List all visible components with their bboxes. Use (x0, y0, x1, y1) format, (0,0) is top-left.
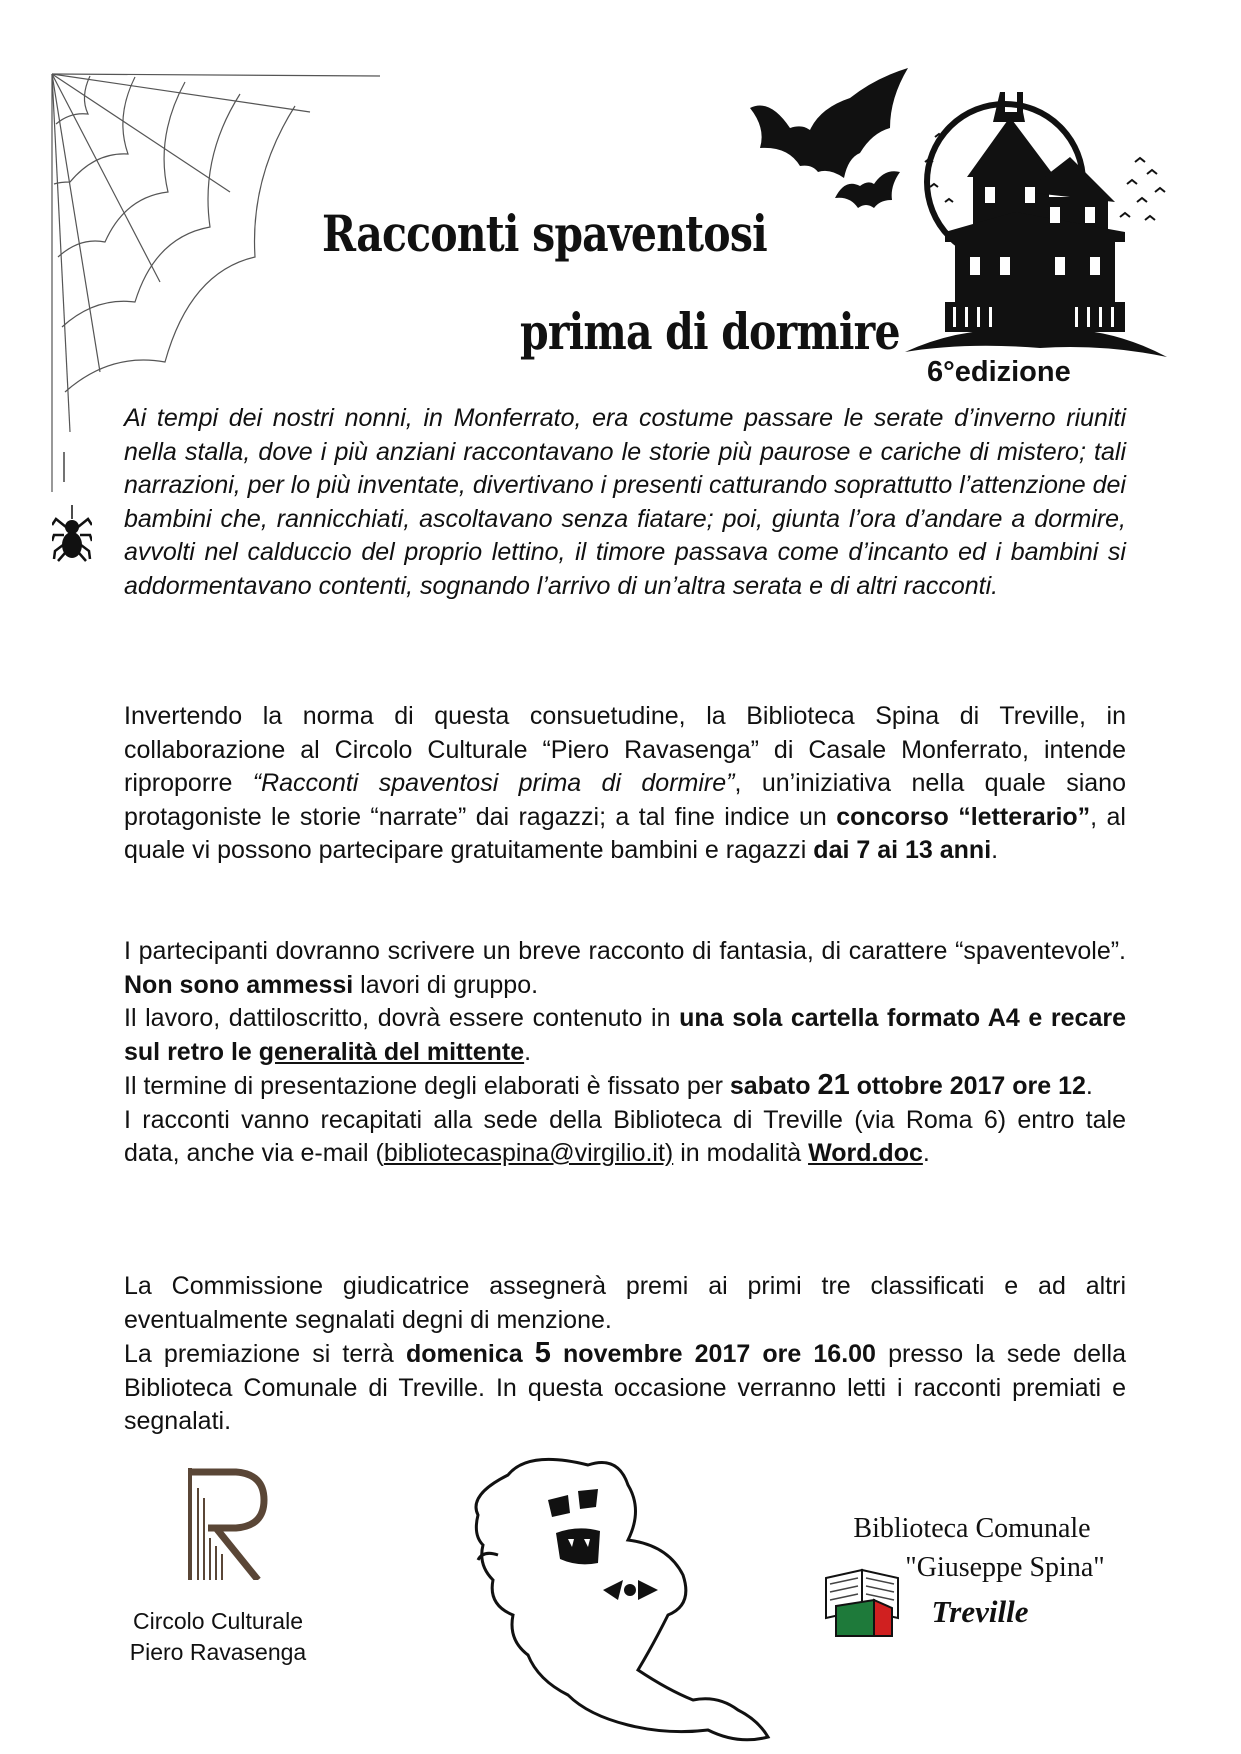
edition-label: 6°edizione (927, 356, 1071, 388)
title-line-1: Racconti spaventosi (322, 204, 767, 263)
rules-paragraph (124, 935, 1126, 1171)
email-link[interactable]: bibliotecaspina@virgilio.it) (383, 1139, 674, 1167)
rule-theme: I partecipanti dovranno scrivere un breve racconto di fantasia, di carattere “spaventevole”. Non sono ammessi lavori di gruppo. (124, 937, 1126, 999)
circolo-name: Circolo Culturale Piero Ravasenga (129, 1608, 307, 1665)
haunted-house-icon (905, 62, 1175, 372)
rule-deadline: Il termine di presentazione degli elaborati è fissato per sabato 21 ottobre 2017 ore 12. (124, 1069, 1093, 1101)
biblioteca-name-line-1: Biblioteca Comunale (853, 1513, 1091, 1544)
ghost-icon (468, 1455, 793, 1750)
contest-paragraph: Invertendo la norma di questa consuetudine, la Biblioteca Spina di Treville, in collaborazione al Circolo Culturale “Piero Ravasenga” di Casale Monferrato, intende riproporre “Racconti spaventosi prima di dormire”, un’iniziativa nella quale siano protagoniste le storie “narrate” dai ragazzi; a tal fine indice un concorso “letterario”, al quale vi possono partecipare gratuitamente bambini e ragazzi dai 7 ai 13 anni. (124, 702, 1126, 864)
rule-format: Il lavoro, dattiloscritto, dovrà essere contenuto in una sola cartella formato A4 e recare sul retro le generalità del mittente. (124, 1004, 1126, 1066)
rule-delivery: I racconti vanno recapitati alla sede della Biblioteca di Treville (via Roma 6) entro tale data, anche via e-mail (bibliotecaspina@virgilio.it) in modalità Word.doc. (124, 1105, 1126, 1167)
biblioteca-town: Treville (931, 1594, 1029, 1629)
intro-paragraph: Ai tempi dei nostri nonni, in Monferrato, era costume passare le serate d’inverno riuniti nella stalla, dove i più anziani raccontavano le storie più paurose e cariche di mistero; tali narrazioni, per lo più inventate, divertivano i presenti catturando soprattutto l’attenzione dei bambini che, rannicchiati, ascoltavano senza fiatare; poi, giunta l’ora d’andare a dormire, avvolti nel calduccio del proprio lettino, il timore passava come d’incanto ed i bambini si addormentavano contenti, sognando l’arrivo di un’altra serata e di altri racconti. (124, 404, 1126, 600)
awards-paragraph (124, 1270, 1126, 1439)
circolo-logo (186, 1468, 268, 1580)
title-line-2: prima di dormire (520, 302, 900, 361)
awards-jury: La Commissione giudicatrice assegnerà premi ai primi tre classificati e ad altri eventualmente segnalati degni di menzione. (124, 1272, 1126, 1334)
awards-ceremony: La premiazione si terrà domenica 5 novembre 2017 ore 16.00 presso la sede della Biblioteca Comunale di Treville. In questa occasione verranno letti i racconti premiati e segnalati. (124, 1337, 1126, 1435)
biblioteca-name-line-2: "Giuseppe Spina" (905, 1552, 1105, 1583)
spider-icon (52, 505, 92, 565)
bat-icon (740, 68, 915, 218)
